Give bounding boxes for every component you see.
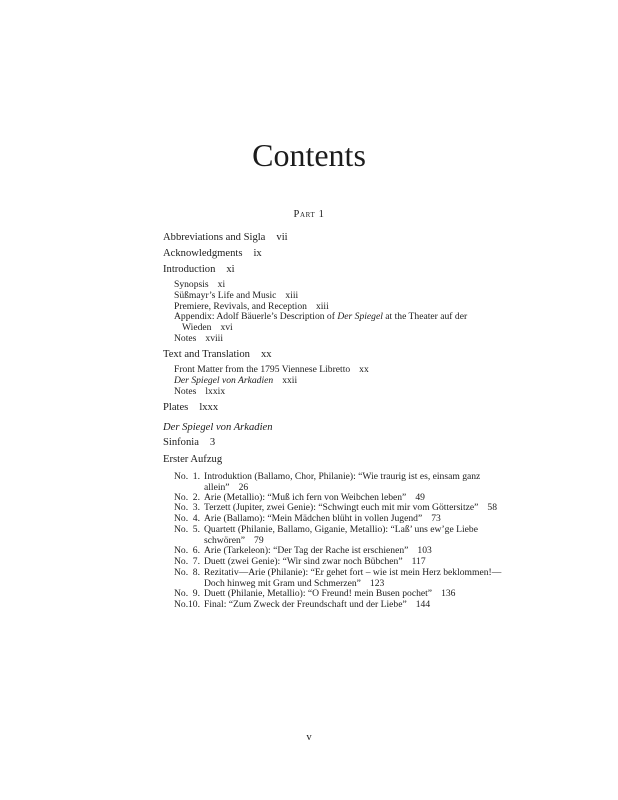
number-index: 2. (192, 492, 200, 503)
toc-subentry-title: Premiere, Revivals, and Reception (174, 301, 307, 312)
toc-subentry-page: xviii (205, 333, 223, 344)
number-prefix: No. (174, 524, 189, 535)
number-index: 3. (192, 502, 200, 513)
toc-entry-title: Sinfonia (163, 437, 199, 448)
number-prefix: No. (174, 556, 189, 567)
toc-entry-title: Acknowledgments (163, 248, 243, 259)
toc-subentry-page: xvi (220, 322, 233, 333)
musical-number-entry (174, 545, 432, 556)
number-page: 123 (369, 578, 385, 589)
number-index: 9. (192, 588, 200, 599)
toc-subentry-title: Süßmayr’s Life and Music (174, 290, 277, 301)
number-title: Arie (Tarkeleon): “Der Tag der Rache ist erschienen” (204, 545, 409, 556)
toc-entry-page: xi (226, 264, 235, 275)
page-title: Contents (252, 137, 366, 173)
number-prefix: No. (174, 502, 189, 513)
number-prefix: No. (174, 513, 189, 524)
number-prefix: No. (174, 567, 189, 578)
toc-subentry-page: lxxix (205, 386, 226, 397)
number-index: 4. (192, 513, 200, 524)
toc-subentry-page: xiii (315, 301, 329, 312)
toc-subentry-title-continued: Wieden (182, 322, 212, 333)
score-title: Der Spiegel von Arkadien (163, 422, 273, 433)
toc-entry-page: 3 (209, 437, 216, 448)
number-prefix: No. (174, 545, 189, 556)
toc-entry-sinfonia (163, 436, 215, 449)
number-title: Duett (Philanie, Metallio): “O Freund! mein Busen pochet” (204, 588, 433, 599)
work-title-italic: Der Spiegel (337, 311, 383, 322)
number-page: 136 (441, 588, 456, 599)
toc-entry-page: vii (276, 232, 288, 243)
number-title-continued: schwören” (204, 535, 246, 546)
toc-entry-page: ix (253, 248, 262, 259)
number-title: Duett (zwei Genie): “Wir sind zwar noch Bübchen” (204, 556, 403, 567)
musical-number-entry (174, 502, 497, 513)
number-prefix: No. (174, 471, 189, 482)
toc-subentry (174, 290, 298, 301)
musical-number-entry (174, 599, 430, 610)
toc-entry-acknowledgments (163, 247, 262, 260)
toc-subentry-title: Front Matter from the 1795 Viennese Libretto (174, 364, 351, 375)
toc-subentry (174, 333, 223, 344)
toc-subentry (174, 279, 225, 290)
number-index: 1. (192, 471, 200, 482)
toc-subentry-title: Notes (174, 333, 197, 344)
number-index: 10. (188, 599, 200, 610)
toc-subentry-page: xiii (285, 290, 299, 301)
toc-entry-title: Introduction (163, 264, 216, 275)
toc-entry-page: xx (260, 349, 272, 360)
toc-subentry-title: Der Spiegel von Arkadien (174, 375, 274, 386)
toc-entry-page: lxxx (199, 402, 219, 413)
number-title: Final: “Zum Zweck der Freundschaft und der Liebe” (204, 599, 407, 610)
number-page: 49 (415, 492, 425, 503)
act-heading: Erster Aufzug (163, 454, 223, 465)
number-title-continued: Doch hinweg mit Gram und Schmerzen” (204, 578, 361, 589)
toc-subentry-appendix-continued (182, 322, 233, 333)
toc-entry-abbreviations (163, 231, 288, 244)
page-number: v (306, 732, 312, 743)
musical-number-entry (174, 471, 480, 482)
musical-number-entry (174, 524, 478, 535)
number-index: 5. (192, 524, 200, 535)
number-title: Introduktion (Ballamo, Chor, Philanie): “Wie traurig ist es, einsam ganz (204, 471, 481, 482)
toc-subentry-page: xx (359, 364, 369, 375)
toc-subentry-appendix (174, 311, 467, 322)
number-prefix: No. (174, 492, 189, 503)
toc-subentry-title: Synopsis (174, 279, 209, 290)
musical-number-entry (174, 588, 455, 599)
toc-subentry-title: Notes (174, 386, 197, 397)
toc-subentry-title-rest: at the Theater auf der (382, 311, 468, 322)
toc-subentry-page: xi (217, 279, 226, 290)
number-prefix: No. (174, 588, 189, 599)
toc-subentry (174, 364, 369, 375)
musical-number-entry (174, 556, 426, 567)
number-page: 73 (431, 513, 441, 524)
musical-number-entry (174, 567, 501, 578)
toc-subentry-page: xxii (282, 375, 298, 386)
number-title: Arie (Ballamo): “Mein Mädchen blüht in vollen Jugend” (204, 513, 423, 524)
toc-subentry-title: Appendix: Adolf Bäuerle’s Description of (174, 311, 338, 322)
musical-number-entry (174, 513, 441, 524)
number-index: 8. (192, 567, 200, 578)
toc-entry-title: Text and Translation (163, 349, 250, 360)
toc-entry-text-and-translation (163, 348, 272, 361)
toc-entry-title: Abbreviations and Sigla (163, 232, 266, 243)
number-title: Terzett (Jupiter, zwei Genie): “Schwingt euch mit mir vom Göttersitze” (204, 502, 479, 513)
number-index: 6. (192, 545, 200, 556)
number-page: 58 (487, 502, 497, 513)
toc-entry-introduction (163, 263, 235, 276)
number-title-continued: allein” (204, 482, 230, 493)
toc-subentry (174, 375, 297, 386)
number-page: 79 (254, 535, 264, 546)
toc-entry-title: Plates (163, 402, 189, 413)
toc-subentry (174, 386, 225, 397)
toc-entry-plates (163, 401, 218, 414)
number-title: Rezitativ—Arie (Philanie): “Er gehet fort – wie ist mein Herz beklommen!— (204, 567, 502, 578)
number-page: 26 (238, 482, 249, 493)
number-title: Quartett (Philanie, Ballamo, Giganie, Metallio): “Laß’ uns ew’ge Liebe (204, 524, 478, 535)
number-page: 103 (417, 545, 432, 556)
number-prefix: No. (174, 599, 189, 610)
number-title: Arie (Metallio): “Muß ich fern von Weibchen leben” (204, 492, 407, 503)
number-index: 7. (192, 556, 200, 567)
number-page: 144 (415, 599, 431, 610)
number-page: 117 (411, 556, 426, 567)
part-label: Part 1 (293, 209, 325, 220)
